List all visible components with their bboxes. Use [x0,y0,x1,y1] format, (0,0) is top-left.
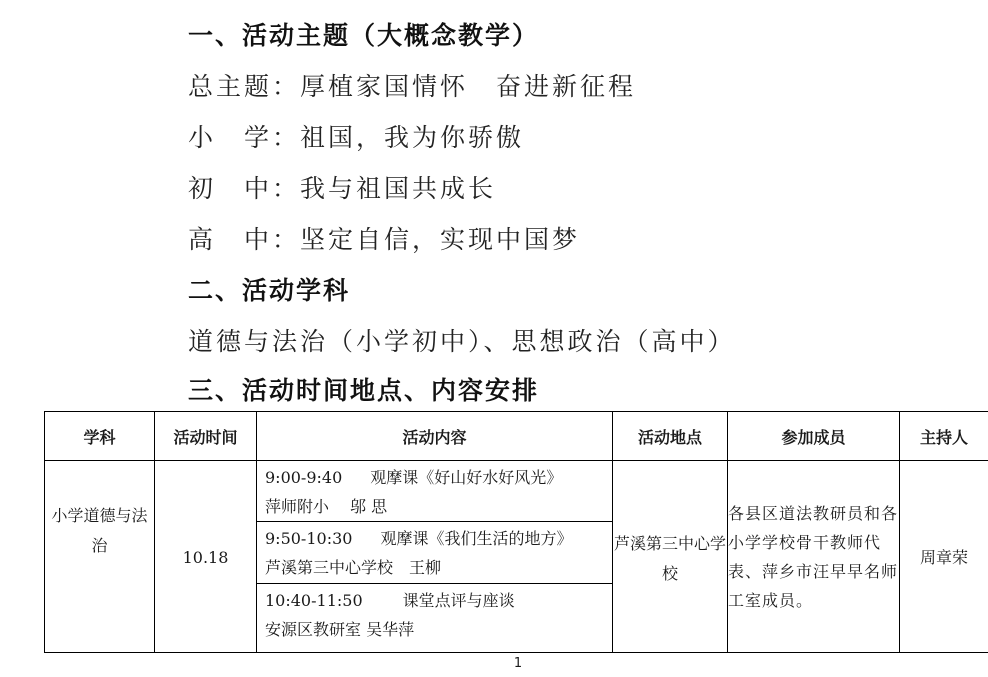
header-content: 活动内容 [257,412,613,461]
cell-subject: 小学道德与法治 [45,461,155,653]
cell-date: 10.18 [155,461,257,653]
cell-content [257,461,613,653]
theme-line-primary: 小 学：祖国，我为你骄傲 [188,123,525,152]
cell-location: 芦溪第三中心学校 [613,461,728,653]
content-item-line [265,586,604,615]
theme-line-overall: 总主题：厚植家国情怀 奋进新征程 [188,72,637,101]
theme-line-junior: 初 中：我与祖国共成长 [188,174,497,203]
item-title: 课堂点评与座谈 [402,591,515,610]
item-presenter: 萍师附小 邬 思 [265,497,388,516]
header-host: 主持人 [900,412,988,461]
header-time: 活动时间 [155,412,257,461]
cell-host: 周章荣 [900,461,988,653]
content-item-line [265,524,604,553]
section1-heading: 一、活动主题（大概念教学） [188,21,540,50]
theme-line-senior: 高 中：坚定自信，实现中国梦 [188,225,581,254]
header-location: 活动地点 [613,412,728,461]
section2-heading: 二、活动学科 [188,276,351,305]
content-item [257,584,612,652]
section3-heading: 三、活动时间地点、内容安排 [188,376,540,405]
content-item [257,461,612,522]
page-number: 1 [513,656,523,671]
schedule-table [44,411,988,653]
header-subject: 学科 [45,412,155,461]
item-title: 观摩课《好山好水好风光》 [370,468,563,487]
cell-members: 各县区道法教研员和各小学学校骨干教师代表、萍乡市汪早早名师工室成员。 [728,461,900,653]
content-item-line [265,463,604,492]
item-presenter: 芦溪第三中心学校 王柳 [265,558,442,577]
table-header-row [45,412,988,461]
table-row [45,461,988,653]
item-time: 9:00-9:40 [265,468,343,487]
subjects-line: 道德与法治（小学初中）、思想政治（高中） [188,327,736,356]
content-item [257,522,612,584]
item-time: 9:50-10:30 [265,529,353,548]
header-members: 参加成员 [728,412,900,461]
item-title: 观摩课《我们生活的地方》 [380,529,573,548]
item-time: 10:40-11:50 [265,591,363,610]
item-presenter: 安源区教研室 吴华萍 [265,620,415,639]
